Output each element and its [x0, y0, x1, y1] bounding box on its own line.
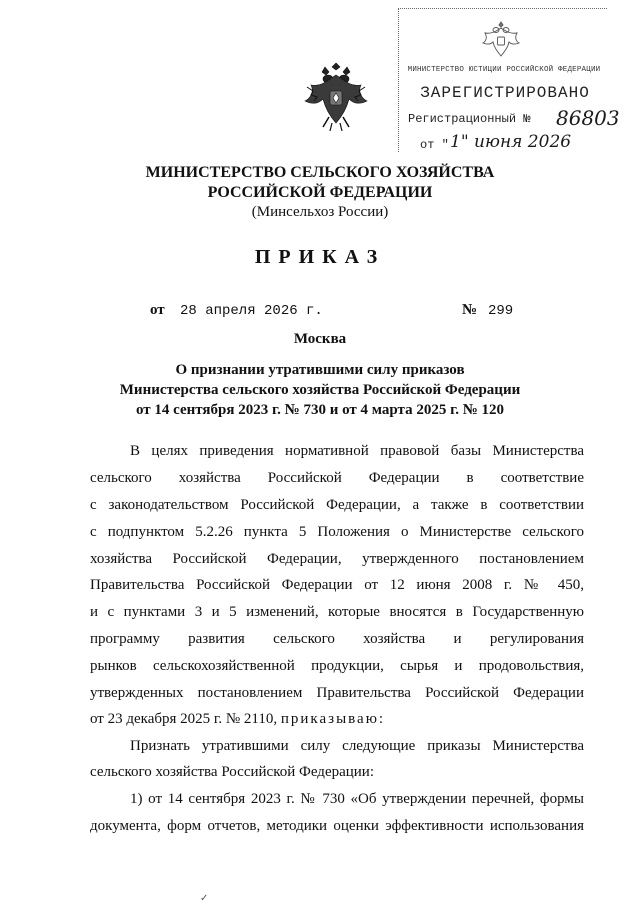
order-title-line-1: О признании утратившими силу приказов: [175, 362, 465, 378]
body-line: с подпунктом 5.2.26 пункта 5 Положения о Министерстве сельского: [90, 524, 584, 540]
city: Москва: [293, 331, 347, 347]
stamp-registration-number: 86803: [556, 106, 620, 130]
body-line: утвержденных постановлением Правительства Российской Федерации: [90, 685, 584, 701]
order-number: 299: [488, 303, 514, 319]
ministry-name-line-2: РОССИЙСКОЙ ФЕДЕРАЦИИ: [207, 184, 433, 201]
body-line: сельского хозяйства Российской Федерации в соответствие: [90, 470, 584, 486]
body-line: В целях приведения нормативной правовой базы Министерства: [130, 443, 584, 459]
body-line: Правительства Российской Федерации от 12 июня 2008 г. № 450,: [90, 577, 584, 593]
coat-of-arms-emblem: [297, 57, 375, 135]
order-title-line-2: Министерства сельского хозяйства Российской Федерации: [119, 382, 521, 398]
stamp-ministry-text: МИНИСТЕРСТВО ЮСТИЦИИ РОССИЙСКОЙ ФЕДЕРАЦИИ: [407, 66, 601, 74]
body-line-text: от 23 декабря 2025 г. № 2110,: [90, 711, 278, 727]
stamp-emblem: [479, 18, 523, 62]
body-line: программу развития сельского хозяйства и регулирования: [90, 631, 584, 647]
order-number-label: №: [462, 302, 478, 318]
body-line: рынков сельскохозяйственной продукции, сырья и продовольствия,: [90, 658, 584, 674]
stamp-registered-text: ЗАРЕГИСТРИРОВАНО: [420, 84, 590, 102]
body-line: с законодательством Российской Федерации, а также в соответствии: [90, 497, 584, 513]
body-line: хозяйства Российской Федерации, утвержденного постановлением: [90, 551, 584, 567]
body-line-last: [90, 711, 385, 728]
ministry-name-line-1: МИНИСТЕРСТВО СЕЛЬСКОГО ХОЗЯЙСТВА: [145, 164, 495, 181]
handwritten-tick: ✓: [200, 893, 209, 904]
body-line: сельского хозяйства Российской Федерации:: [90, 764, 375, 780]
date-from-label: от: [150, 302, 165, 318]
document-type-heading: ПРИКАЗ: [254, 246, 386, 268]
stamp-date-label: от ": [420, 138, 449, 152]
stamp-registration-label: Регистрационный №: [408, 112, 531, 126]
order-date: 28 апреля 2026 г.: [180, 303, 323, 319]
list-item-1-line-1: 1) от 14 сентября 2023 г. № 730 «Об утверждении перечней, формы: [130, 791, 584, 807]
body-line: Признать утратившими силу следующие приказы Министерства: [130, 738, 584, 754]
body-line: и с пунктами 3 и 5 изменений, которые вносятся в Государственную: [90, 604, 584, 620]
ministry-short-name: (Минсельхоз России): [251, 204, 389, 220]
order-title-line-3: от 14 сентября 2023 г. № 730 и от 4 марта 2025 г. № 120: [135, 402, 505, 418]
registration-stamp: [398, 8, 620, 153]
order-word: приказываю:: [280, 711, 386, 727]
stamp-date-value: 1" июня 2026: [450, 132, 572, 152]
list-item-1-line-2: документа, форм отчетов, методики оценки эффективности использования: [90, 818, 584, 834]
